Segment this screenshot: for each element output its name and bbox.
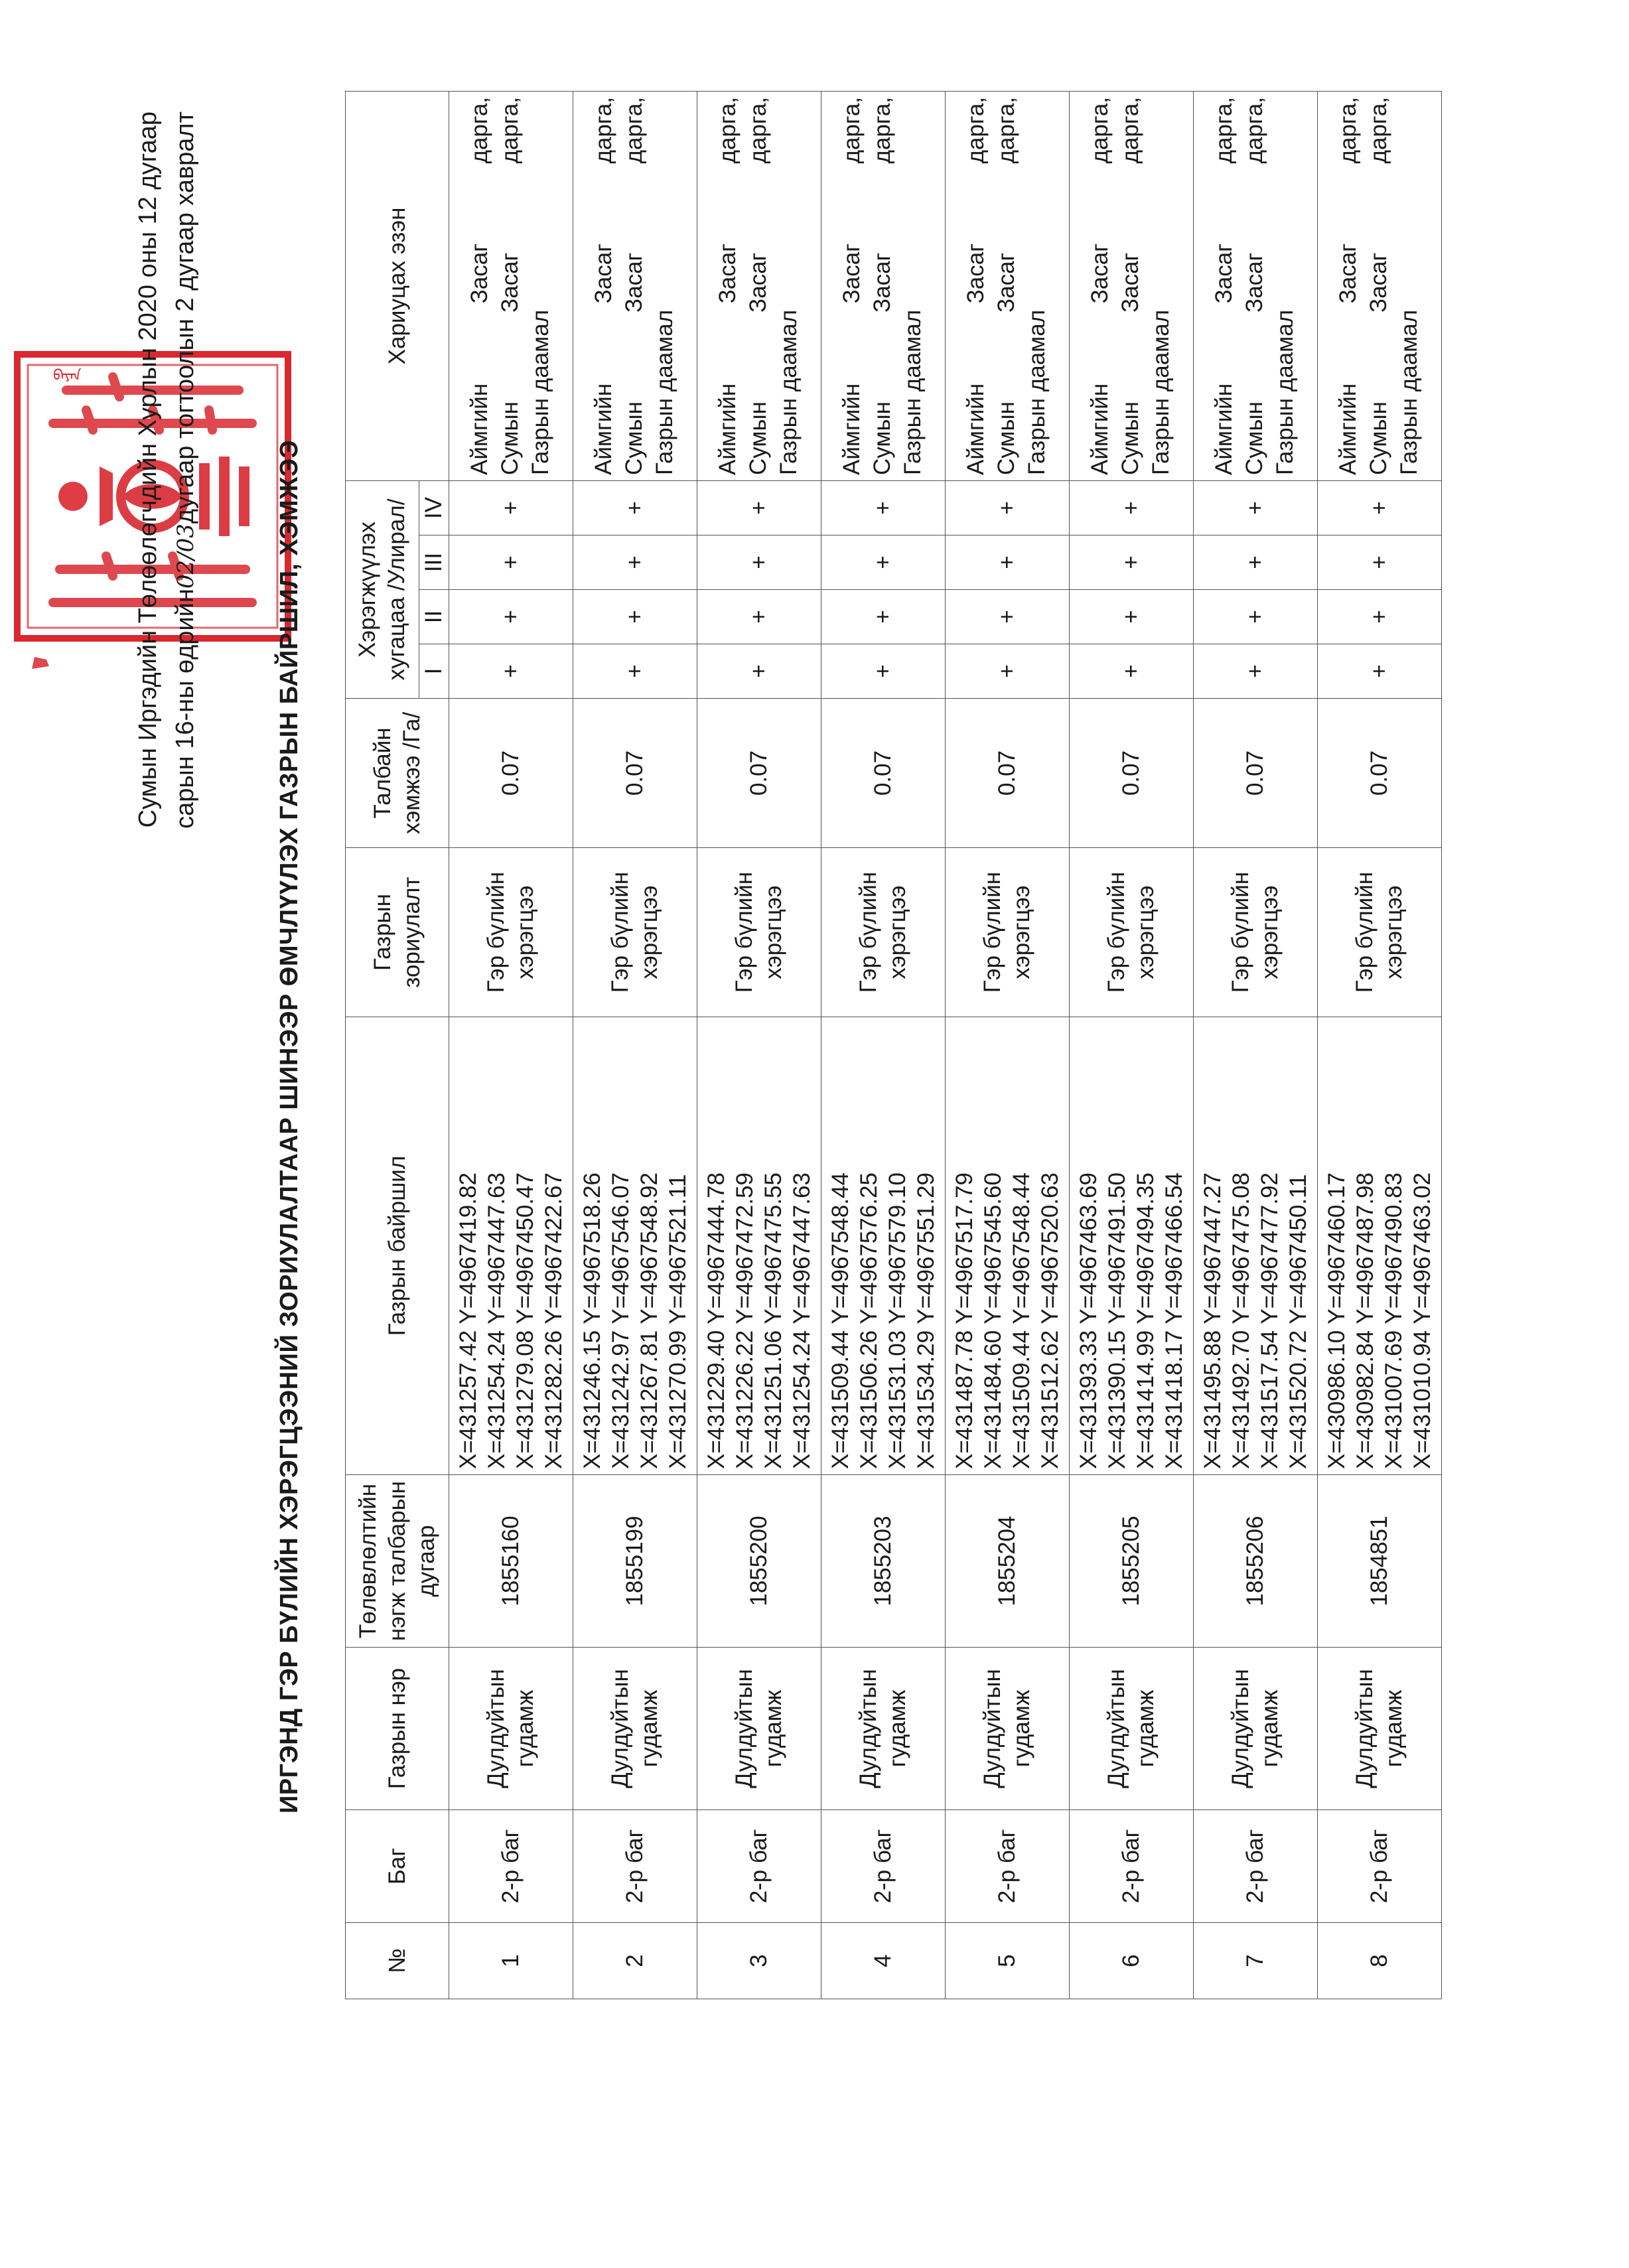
responsible-line2: Сумын Засаг дарга,: [621, 96, 647, 475]
cell-unit-number: 1855200: [697, 1475, 821, 1648]
coordinate-line: X=430982.84 Y=4967487.98: [1352, 1172, 1378, 1469]
cell-unit-number: 1855160: [449, 1475, 573, 1648]
coordinate-line: X=431492.70 Y=4967475.08: [1228, 1172, 1254, 1469]
header-area-line1: Талбайн: [369, 727, 395, 819]
cell-coordinates: [1070, 1017, 1194, 1475]
place-name-line1: Дулдуйтын: [979, 1669, 1005, 1788]
responsible-line1: Аймгийн Засаг дарга,: [1211, 96, 1237, 475]
cell-quarter-3: +: [449, 535, 573, 590]
place-name-line1: Дулдуйтын: [483, 1669, 509, 1788]
coordinate-line: X=431279.08 Y=4967450.47: [512, 1172, 538, 1469]
place-name-line2: гудамж: [760, 1689, 786, 1768]
resolution-date-text: сарын 16-ны өдрийн: [171, 589, 199, 829]
coordinate-line: X=431393.33 Y=4967463.69: [1076, 1172, 1101, 1469]
responsible-line3: Газрын даамал: [1024, 309, 1050, 475]
place-name-line1: Дулдуйтын: [607, 1669, 633, 1788]
header-area: [346, 699, 449, 848]
coordinate-line: X=431229.40 Y=4967444.78: [703, 1172, 729, 1469]
cell-no: 3: [697, 1923, 821, 1999]
cell-quarter-1: +: [821, 644, 946, 699]
cell-quarter-2: +: [821, 590, 946, 644]
cell-responsible: [946, 91, 1070, 480]
purpose-line2: хэрэгцээ: [1009, 885, 1034, 979]
resolution-annex-text: дугаар тогтоолын 2 дугаар хавралт: [171, 111, 199, 524]
coordinate-line: X=431506.26 Y=4967576.25: [856, 1172, 882, 1469]
cell-responsible: [573, 91, 697, 480]
header-bag: Баг: [346, 1810, 449, 1923]
coordinate-line: X=431282.26 Y=4967422.67: [541, 1172, 567, 1469]
coordinate-line: X=431512.62 Y=4967520.63: [1037, 1172, 1063, 1469]
header-quarter-3: III: [419, 535, 449, 590]
header-unit-number: [346, 1475, 449, 1648]
coordinate-line: X=431495.88 Y=4967447.27: [1200, 1172, 1226, 1469]
cell-area: 0.07: [946, 699, 1070, 848]
purpose-line1: Гэр бүлийн: [1103, 871, 1129, 993]
header-unit-line2: нэгж талбарын: [384, 1480, 410, 1642]
responsible-line2: Сумын Засаг дарга,: [1117, 96, 1143, 475]
table-row: [573, 91, 697, 1999]
header-quarter-2: II: [419, 590, 449, 644]
coordinate-line: X=431418.17 Y=4967466.54: [1161, 1172, 1187, 1469]
document-title: ИРГЭНД ГЭР БҮЛИЙН ХЭРЭГЦЭЭНИЙ ЗОРИУЛАЛТААР ШИНЭЭР ӨМЧЛҮҮЛЭХ ГАЗРЫН БАЙРШИЛ, ХЭМЖЭЭ: [275, 440, 303, 1813]
cell-unit-number: 1855204: [946, 1475, 1070, 1648]
cell-responsible: [449, 91, 573, 480]
cell-quarter-3: +: [1318, 535, 1442, 590]
responsible-line1: Аймгийн Засаг дарга,: [1335, 96, 1361, 475]
header-unit-line1: Төлөвлөлтийн: [354, 1483, 381, 1639]
purpose-line1: Гэр бүлийн: [979, 871, 1005, 993]
cell-coordinates: [946, 1017, 1070, 1475]
header-period-line2: хугацаа /Улирал/: [384, 498, 409, 681]
header-purpose: [346, 848, 449, 1017]
cell-no: 2: [573, 1923, 697, 1999]
cell-quarter-4: +: [1070, 480, 1194, 535]
cell-quarter-3: +: [1070, 535, 1194, 590]
purpose-line2: хэрэгцээ: [1257, 885, 1283, 979]
cell-quarter-1: +: [946, 644, 1070, 699]
stamp-speck-icon: [27, 649, 53, 675]
purpose-line1: Гэр бүлийн: [731, 871, 757, 993]
place-name-line2: гудамж: [1257, 1689, 1283, 1768]
cell-area: 0.07: [697, 699, 821, 848]
cell-quarter-4: +: [449, 480, 573, 535]
responsible-line2: Сумын Засаг дарга,: [993, 96, 1019, 475]
table-body: [449, 91, 1442, 1999]
purpose-line2: хэрэгцээ: [1133, 885, 1159, 979]
coordinate-line: X=431246.15 Y=4967518.26: [579, 1172, 605, 1469]
cell-unit-number: 1855205: [1070, 1475, 1194, 1648]
coordinate-line: X=431254.24 Y=4967447.63: [484, 1172, 510, 1469]
cell-coordinates: [1318, 1017, 1442, 1475]
handwritten-resolution-number: 02/03: [173, 524, 199, 589]
place-name-line2: гудамж: [885, 1689, 910, 1768]
header-area-line2: хэмжээ /Га/: [398, 711, 425, 835]
header-purpose-line2: зориулалт: [398, 877, 425, 988]
cell-unit-number: 1855199: [573, 1475, 697, 1648]
cell-quarter-4: +: [821, 480, 946, 535]
header-unit-line3: дугаар: [413, 1525, 439, 1597]
cell-purpose: [1194, 848, 1318, 1017]
responsible-line3: Газрын даамал: [652, 309, 677, 475]
cell-quarter-3: +: [946, 535, 1070, 590]
coordinate-line: X=431531.03 Y=4967579.10: [885, 1172, 910, 1469]
place-name-line2: гудамж: [1381, 1689, 1407, 1768]
header-period-line1: Хэрэгжүүлэх: [354, 521, 380, 658]
cell-unit-number: 1855203: [821, 1475, 946, 1648]
coordinate-line: X=431390.15 Y=4967491.50: [1104, 1172, 1130, 1469]
cell-quarter-3: +: [821, 535, 946, 590]
purpose-line2: хэрэгцээ: [1381, 885, 1407, 979]
purpose-line2: хэрэгцээ: [512, 885, 538, 979]
coordinate-line: X=431487.78 Y=4967517.79: [952, 1172, 977, 1469]
cell-no: 4: [821, 1923, 946, 1999]
cell-unit-number: 1855206: [1194, 1475, 1318, 1648]
coordinate-line: X=431257.42 Y=4967419.82: [455, 1172, 481, 1469]
place-name-line2: гудамж: [636, 1689, 662, 1768]
purpose-line1: Гэр бүлийн: [607, 871, 633, 993]
cell-place-name: [573, 1648, 697, 1810]
cell-quarter-2: +: [1070, 590, 1194, 644]
cell-purpose: [573, 848, 697, 1017]
cell-coordinates: [449, 1017, 573, 1475]
responsible-line2: Сумын Засаг дарга,: [1366, 96, 1391, 475]
cell-purpose: [1318, 848, 1442, 1017]
cell-place-name: [946, 1648, 1070, 1810]
place-name-line1: Дулдуйтын: [1103, 1669, 1129, 1788]
seal-script-text: ᠪᠠᠶᠠᠨ: [53, 368, 82, 384]
cell-quarter-4: +: [573, 480, 697, 535]
cell-purpose: [697, 848, 821, 1017]
cell-bag: 2-р баг: [1070, 1810, 1194, 1923]
table-row: [821, 91, 946, 1999]
cell-quarter-2: +: [946, 590, 1070, 644]
cell-quarter-2: +: [449, 590, 573, 644]
coordinate-line: X=431517.54 Y=4967477.92: [1257, 1172, 1283, 1469]
cell-place-name: [821, 1648, 946, 1810]
cell-area: 0.07: [1070, 699, 1194, 848]
coordinate-line: X=431251.06 Y=4967475.55: [760, 1172, 786, 1469]
cell-quarter-1: +: [697, 644, 821, 699]
cell-no: 7: [1194, 1923, 1318, 1999]
coordinate-line: X=431509.44 Y=4967548.44: [827, 1172, 853, 1469]
cell-bag: 2-р баг: [1318, 1810, 1442, 1923]
cell-quarter-1: +: [1318, 644, 1442, 699]
coordinate-line: X=431254.24 Y=4967447.63: [789, 1172, 815, 1469]
header-location: Газрын байршил: [346, 1017, 449, 1475]
responsible-line2: Сумын Засаг дарга,: [497, 96, 523, 475]
header-no: №: [346, 1923, 449, 1999]
cell-coordinates: [573, 1017, 697, 1475]
cell-quarter-3: +: [697, 535, 821, 590]
responsible-line3: Газрын даамал: [1396, 309, 1422, 475]
cell-place-name: [1070, 1648, 1194, 1810]
purpose-line2: хэрэгцээ: [760, 885, 786, 979]
cell-coordinates: [821, 1017, 946, 1475]
responsible-line1: Аймгийн Засаг дарга,: [1087, 96, 1113, 475]
place-name-line1: Дулдуйтын: [1228, 1669, 1253, 1788]
responsible-line1: Аймгийн Засаг дарга,: [839, 96, 865, 475]
table-row: [1194, 91, 1318, 1999]
cell-quarter-1: +: [1070, 644, 1194, 699]
responsible-line1: Аймгийн Засаг дарга,: [963, 96, 989, 475]
resolution-reference-line2: [167, 111, 204, 1332]
cell-area: 0.07: [1318, 699, 1442, 848]
cell-place-name: [449, 1648, 573, 1810]
purpose-line2: хэрэгцээ: [636, 885, 662, 979]
responsible-line3: Газрын даамал: [900, 309, 926, 475]
place-name-line1: Дулдуйтын: [731, 1669, 757, 1788]
header-quarter-1: I: [419, 644, 449, 699]
place-name-line1: Дулдуйтын: [855, 1669, 881, 1788]
table-row: [449, 91, 573, 1999]
coordinate-line: X=431520.72 Y=4967450.11: [1285, 1174, 1311, 1469]
cell-bag: 2-р баг: [573, 1810, 697, 1923]
header-quarter-4: IV: [419, 480, 449, 535]
responsible-line1: Аймгийн Засаг дарга,: [591, 96, 616, 475]
header-purpose-line1: Газрын: [369, 893, 395, 971]
table-row: [697, 91, 821, 1999]
header-place-name: Газрын нэр: [346, 1648, 449, 1810]
cell-bag: 2-р баг: [697, 1810, 821, 1923]
place-name-line2: гудамж: [512, 1689, 538, 1768]
coordinate-line: X=431226.22 Y=4967472.59: [732, 1172, 758, 1469]
cell-purpose: [449, 848, 573, 1017]
cell-area: 0.07: [449, 699, 573, 848]
cell-quarter-4: +: [1318, 480, 1442, 535]
cell-quarter-4: +: [946, 480, 1070, 535]
coordinate-line: X=431414.99 Y=4967494.35: [1133, 1172, 1159, 1469]
cell-no: 8: [1318, 1923, 1442, 1999]
cell-bag: 2-р баг: [449, 1810, 573, 1923]
cell-quarter-2: +: [697, 590, 821, 644]
cell-area: 0.07: [1194, 699, 1318, 848]
purpose-line2: хэрэгцээ: [885, 885, 910, 979]
cell-quarter-1: +: [449, 644, 573, 699]
coordinate-line: X=430986.10 Y=4967460.17: [1324, 1172, 1350, 1469]
coordinate-line: X=431267.81 Y=4967548.92: [636, 1172, 662, 1469]
cell-no: 1: [449, 1923, 573, 1999]
responsible-line3: Газрын даамал: [528, 309, 553, 475]
purpose-line1: Гэр бүлийн: [1228, 871, 1253, 993]
table-row: [1318, 91, 1442, 1999]
purpose-line1: Гэр бүлийн: [1352, 871, 1378, 993]
cell-bag: 2-р баг: [1194, 1810, 1318, 1923]
cell-area: 0.07: [821, 699, 946, 848]
cell-area: 0.07: [573, 699, 697, 848]
header-responsible: Хариуцах эзэн: [346, 91, 449, 480]
place-name-line2: гудамж: [1133, 1689, 1159, 1768]
place-name-line1: Дулдуйтын: [1352, 1669, 1378, 1788]
coordinate-line: X=431484.60 Y=4967545.60: [980, 1172, 1006, 1469]
cell-responsible: [697, 91, 821, 480]
cell-coordinates: [697, 1017, 821, 1475]
coordinate-line: X=431509.44 Y=4967548.44: [1009, 1172, 1034, 1469]
cell-no: 6: [1070, 1923, 1194, 1999]
cell-quarter-4: +: [697, 480, 821, 535]
cell-responsible: [1318, 91, 1442, 480]
cell-quarter-4: +: [1194, 480, 1318, 535]
place-name-line2: гудамж: [1009, 1689, 1034, 1768]
cell-place-name: [1318, 1648, 1442, 1810]
coordinate-line: X=431010.94 Y=4967463.02: [1409, 1172, 1435, 1469]
responsible-line1: Аймгийн Засаг дарга,: [466, 96, 492, 475]
cell-bag: 2-р баг: [946, 1810, 1070, 1923]
cell-responsible: [1194, 91, 1318, 480]
purpose-line1: Гэр бүлийн: [483, 871, 509, 993]
responsible-line3: Газрын даамал: [1272, 309, 1298, 475]
cell-no: 5: [946, 1923, 1070, 1999]
responsible-line2: Сумын Засаг дарга,: [869, 96, 895, 475]
cell-coordinates: [1194, 1017, 1318, 1475]
responsible-line3: Газрын даамал: [1148, 309, 1174, 475]
cell-quarter-2: +: [1194, 590, 1318, 644]
coordinate-line: X=431007.69 Y=4967490.83: [1381, 1172, 1407, 1469]
cell-quarter-1: +: [573, 644, 697, 699]
cell-quarter-1: +: [1194, 644, 1318, 699]
responsible-line2: Сумын Засаг дарга,: [1241, 96, 1267, 475]
cell-quarter-2: +: [573, 590, 697, 644]
cell-bag: 2-р баг: [821, 1810, 946, 1923]
responsible-line3: Газрын даамал: [776, 309, 802, 475]
table-row: [1070, 91, 1194, 1999]
coordinate-line: X=431534.29 Y=4967551.29: [913, 1172, 939, 1469]
cell-place-name: [697, 1648, 821, 1810]
responsible-line1: Аймгийн Засаг дарга,: [715, 96, 741, 475]
table-row: [946, 91, 1070, 1999]
cell-responsible: [821, 91, 946, 480]
cell-quarter-3: +: [1194, 535, 1318, 590]
header-period: [346, 480, 419, 698]
resolution-reference-line1: Сумын Иргэдийн Төлөөлөгчдийн Хурлын 2020 оны 12 дугаар: [134, 111, 162, 828]
cell-responsible: [1070, 91, 1194, 480]
responsible-line2: Сумын Засаг дарга,: [745, 96, 771, 475]
purpose-line1: Гэр бүлийн: [855, 871, 881, 993]
coordinate-line: X=431270.99 Y=4967521.11: [665, 1174, 691, 1469]
cell-quarter-3: +: [573, 535, 697, 590]
cell-place-name: [1194, 1648, 1318, 1810]
cell-quarter-2: +: [1318, 590, 1442, 644]
cell-purpose: [1070, 848, 1194, 1017]
land-allocation-table: [345, 91, 1442, 1999]
cell-purpose: [821, 848, 946, 1017]
cell-purpose: [946, 848, 1070, 1017]
cell-unit-number: 1854851: [1318, 1475, 1442, 1648]
coordinate-line: X=431242.97 Y=4967546.07: [608, 1172, 634, 1469]
